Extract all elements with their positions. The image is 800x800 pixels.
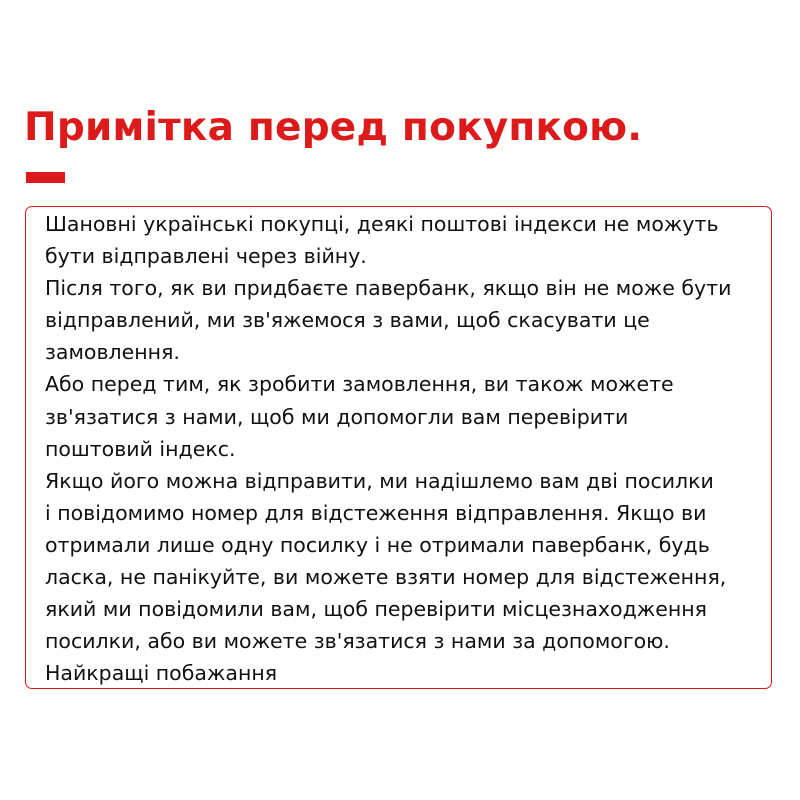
- notice-text: [45, 208, 770, 689]
- notice-line: Найкращі побажання: [45, 661, 278, 686]
- notice-line: Якщо його можна відправити, ми надішлемо вам дві посилки: [45, 468, 714, 493]
- notice-line: замовлення.: [45, 340, 180, 365]
- notice-line: зв'язатися з нами, щоб ми допомогли вам перевірити: [45, 404, 629, 429]
- notice-line: Шановні українські покупці, деякі поштові індекси не можуть: [45, 212, 719, 236]
- notice-line: посилки, або ви можете зв'язатися з нами за допомогою.: [45, 629, 670, 654]
- notice-line: Після того, як ви придбаєте павербанк, якщо він не може бути: [45, 276, 732, 301]
- title-underline-bar: [26, 172, 65, 183]
- notice-line: ласка, не панікуйте, ви можете взяти номер для відстеження,: [45, 565, 727, 590]
- notice-line: отримали лише одну посилку і не отримали павербанк, будь: [45, 532, 710, 557]
- notice-line: Або перед тим, як зробити замовлення, ви також можете: [45, 372, 674, 397]
- notice-line: бути відправлені через війну.: [45, 244, 367, 269]
- page-title: Примітка перед покупкою.: [24, 105, 643, 150]
- notice-line: поштовий індекс.: [45, 436, 236, 461]
- notice-line: відправлений, ми зв'яжемося з вами, щоб скасувати це: [45, 308, 650, 333]
- notice-line: який ми повідомили вам, щоб перевірити місцезнаходження: [45, 597, 707, 622]
- notice-line: і повідомимо номер для відстеження відправлення. Якщо ви: [45, 500, 707, 525]
